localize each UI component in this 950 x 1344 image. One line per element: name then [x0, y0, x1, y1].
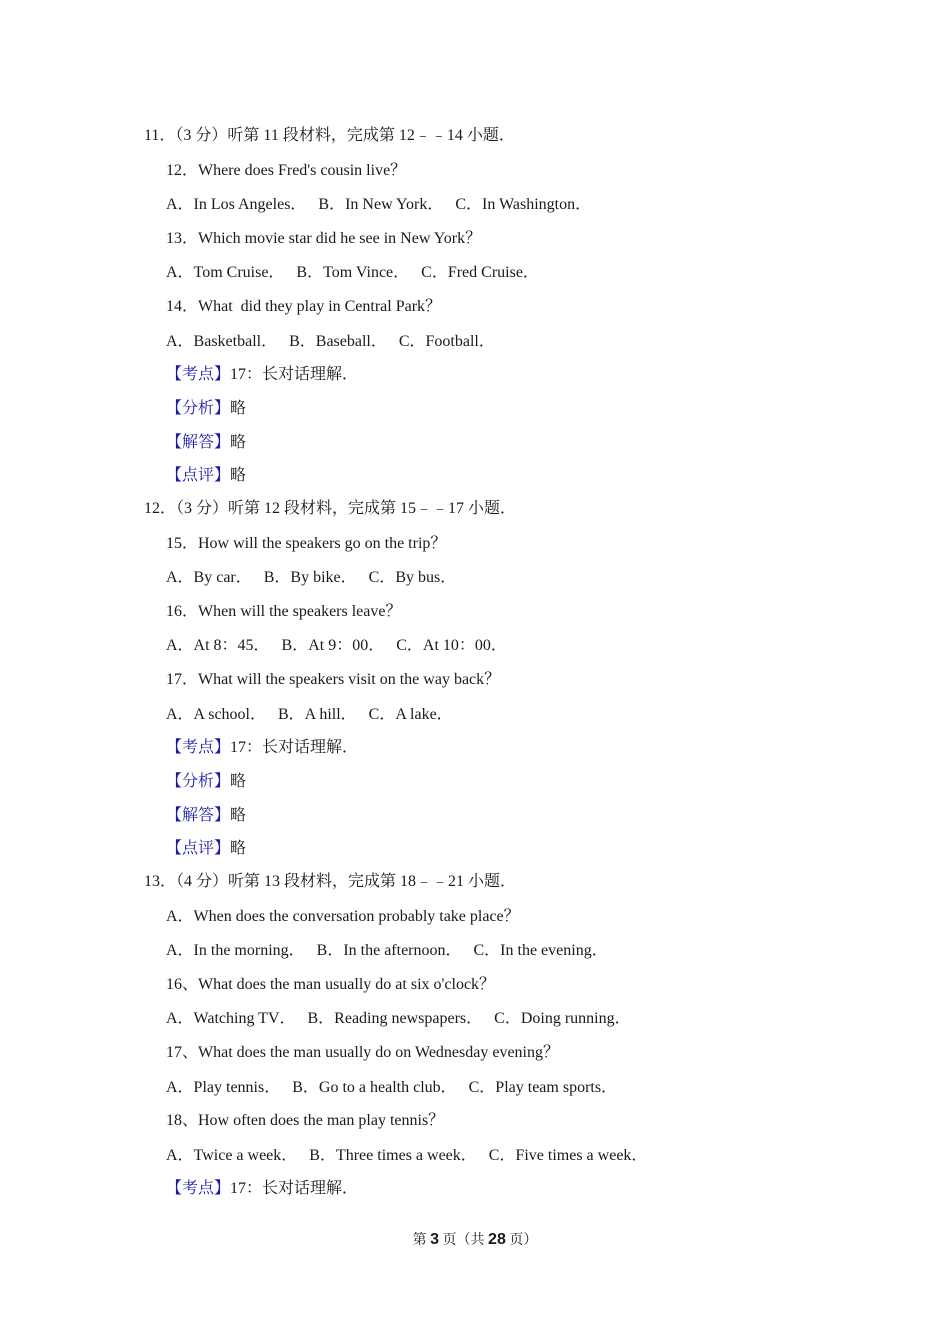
note-tag: 【分析】	[166, 400, 231, 417]
question-line: 15．How will the speakers go on the trip？	[166, 535, 447, 552]
note-text: 17：长对话理解．	[230, 739, 359, 756]
question-header: 13．（4 分）听第 13 段材料，完成第 18﹣﹣21 小题．	[144, 873, 517, 890]
note-dianping	[166, 839, 246, 859]
note-tag: 【点评】	[166, 467, 231, 484]
note-tag: 【考点】	[166, 1180, 231, 1197]
options-line: A．In the morning． B．In the afternoon． C．In the evening．	[166, 942, 608, 959]
note-text: 略	[230, 467, 247, 484]
footer-prefix: 第	[412, 1233, 431, 1248]
options-line: A．In Los Angeles． B．In New York． C．In Washington．	[166, 196, 592, 213]
question-line: 14．What did they play in Central Park？	[166, 298, 442, 315]
question-line: 17、What does the man usually do on Wednesday evening？	[166, 1044, 560, 1061]
note-tag: 【点评】	[166, 840, 231, 857]
note-fenxi	[166, 772, 246, 792]
note-text: 17：长对话理解．	[230, 1180, 359, 1197]
note-tag: 【考点】	[166, 366, 231, 383]
options-line: A．Tom Cruise． B．Tom Vince． C．Fred Cruise．	[166, 264, 539, 281]
options-line: A．A school． B．A hill． C．A lake．	[166, 706, 453, 723]
question-line: A．When does the conversation probably take place？	[166, 908, 520, 925]
footer-middle: 页（共	[439, 1233, 489, 1248]
note-tag: 【解答】	[166, 807, 231, 824]
note-text: 略	[230, 400, 247, 417]
footer-suffix: 页）	[505, 1233, 538, 1248]
question-line: 17．What will the speakers visit on the way back？	[166, 671, 501, 688]
question-line: 12．Where does Fred's cousin live？	[166, 162, 407, 179]
page-footer	[0, 1230, 950, 1251]
note-jieda	[166, 433, 246, 453]
question-line: 16、What does the man usually do at six o'clock？	[166, 976, 496, 993]
options-line: A．Play tennis． B．Go to a health club． C．Play team sports．	[166, 1079, 618, 1096]
note-kaodian	[166, 738, 358, 758]
options-line: A．Twice a week． B．Three times a week． C．Five times a week．	[166, 1147, 648, 1164]
question-line: 13．Which movie star did he see in New York？	[166, 230, 482, 247]
note-kaodian	[166, 1179, 358, 1199]
options-line: A．Basketball． B．Baseball． C．Football．	[166, 333, 495, 350]
page-total: 28	[488, 1231, 506, 1248]
options-line: A．At 8：45． B．At 9：00． C．At 10：00．	[166, 637, 507, 654]
question-header: 11．（3 分）听第 11 段材料，完成第 12﹣﹣14 小题．	[144, 127, 515, 144]
question-header: 12．（3 分）听第 12 段材料，完成第 15﹣﹣17 小题．	[144, 500, 517, 517]
note-text: 略	[230, 807, 247, 824]
note-tag: 【考点】	[166, 739, 231, 756]
note-kaodian	[166, 365, 358, 385]
note-dianping	[166, 466, 246, 486]
note-jieda	[166, 806, 246, 826]
note-tag: 【分析】	[166, 773, 231, 790]
note-fenxi	[166, 399, 246, 419]
note-text: 略	[230, 840, 247, 857]
options-line: A．By car． B．By bike． C．By bus．	[166, 569, 457, 586]
question-line: 18、How often does the man play tennis？	[166, 1112, 445, 1129]
note-tag: 【解答】	[166, 434, 231, 451]
note-text: 略	[230, 773, 247, 790]
note-text: 略	[230, 434, 247, 451]
page-number: 3	[430, 1231, 440, 1248]
question-line: 16．When will the speakers leave？	[166, 603, 402, 620]
note-text: 17：长对话理解．	[230, 366, 359, 383]
options-line: A．Watching TV． B．Reading newspapers． C．Doing running．	[166, 1010, 631, 1027]
